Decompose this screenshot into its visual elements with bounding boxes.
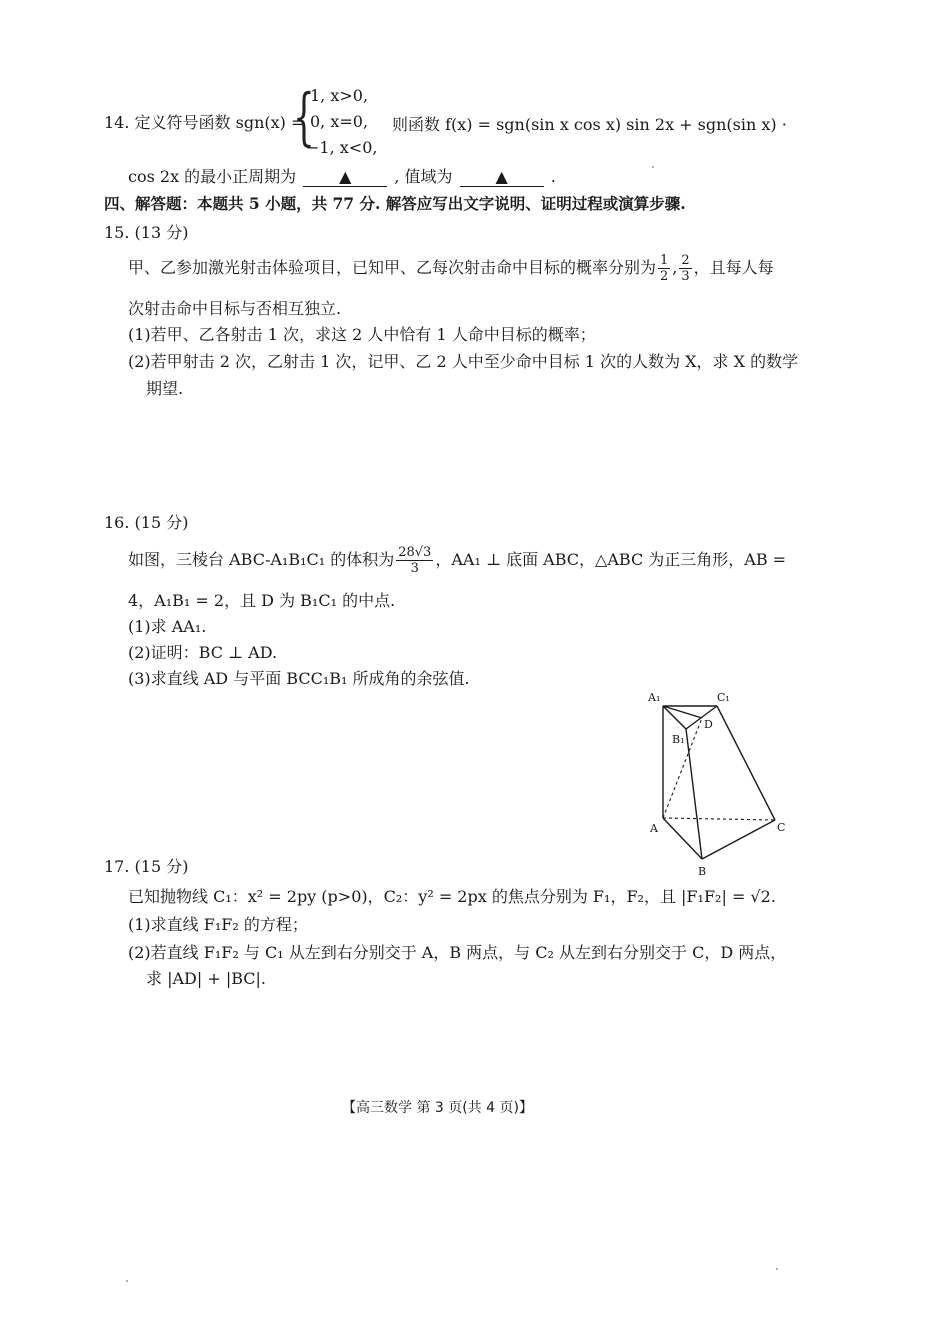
label-a: A: [650, 822, 658, 835]
edge-a-b: [663, 818, 702, 859]
q15-comma: ,: [672, 258, 678, 277]
fraction-numerator: 1: [660, 253, 669, 268]
q14-case3: −1, x<0,: [306, 138, 378, 157]
q16-header: 16. (15 分): [104, 513, 189, 532]
q16-part1: (1)求 AA₁.: [128, 617, 207, 636]
label-d: D: [704, 718, 713, 731]
fraction-numerator: 28√3: [398, 545, 432, 560]
q15-text-a: 甲、乙参加激光射击体验项目，已知甲、乙每次射击命中目标的概率分别为: [128, 258, 657, 277]
scan-speck: [652, 166, 654, 168]
q17-part1: (1)求直线 F₁F₂ 的方程；: [128, 915, 308, 934]
q15-fraction-two-thirds: [679, 253, 691, 284]
q14-case2: 0, x=0,: [310, 112, 369, 131]
edge-b-c: [702, 820, 775, 859]
fraction-numerator: 2: [681, 253, 690, 268]
blank-triangle-icon: ▲: [339, 167, 352, 186]
q15-header: 15. (13 分): [104, 223, 189, 242]
q15-fraction-half: [658, 253, 670, 284]
label-c: C: [777, 821, 786, 834]
label-c1: C₁: [717, 691, 730, 704]
q14-end: .: [550, 167, 556, 186]
fraction-denominator: 2: [660, 269, 669, 284]
q16-text-b: ，AA₁ ⊥ 底面 ABC，△ABC 为正三角形，AB =: [435, 550, 787, 569]
label-b1: B₁: [672, 733, 685, 746]
edge-c-c1: [717, 706, 775, 820]
scan-speck: [776, 1268, 778, 1270]
frustum-figure: [640, 686, 790, 878]
q15-line2: 次射击命中目标与否相互独立.: [128, 299, 342, 318]
q15-part1: (1)若甲、乙各射击 1 次，求这 2 人中恰有 1 人命中目标的概率；: [128, 325, 596, 344]
edge-a-c-hidden: [663, 818, 775, 820]
q17-part2: (2)若直线 F₁F₂ 与 C₁ 从左到右分别交于 A，B 两点，与 C₂ 从左到右分别交于 C，D 两点，: [128, 943, 787, 962]
q14-case-brace: {: [293, 80, 315, 153]
q16-volume-fraction: [396, 545, 433, 576]
scan-speck: [126, 1280, 128, 1282]
q17-part2-cont: 求 |AD| + |BC|.: [146, 969, 266, 988]
fraction-denominator: 3: [410, 561, 419, 576]
q17-line1: 已知抛物线 C₁：x² = 2py (p>0)，C₂：y² = 2px 的焦点分别为 F₁，F₂，且 |F₁F₂| = √2.: [128, 887, 776, 906]
q14-case1: 1, x>0,: [310, 86, 369, 105]
q14-period-blank: [303, 167, 387, 187]
q15-line1: [128, 253, 774, 284]
q14-function-text: 则函数 f(x) = sgn(sin x cos x) sin 2x + sgn(sin x) ·: [392, 115, 787, 134]
q14-range-label: , 值域为: [394, 167, 453, 186]
blank-triangle-icon: ▲: [495, 167, 508, 186]
fraction-denominator: 3: [681, 269, 690, 284]
edge-b-b1: [686, 729, 702, 859]
label-b: B: [698, 865, 707, 878]
q14-period-label: cos 2x 的最小正周期为: [128, 167, 297, 186]
q16-text-a: 如图，三棱台 ABC-A₁B₁C₁ 的体积为: [128, 550, 395, 569]
q15-part2-cont: 期望.: [146, 379, 184, 398]
q14-range-blank: [460, 167, 544, 187]
label-a1: A₁: [648, 691, 661, 704]
q14-line2: [128, 164, 556, 187]
q14-prefix: 14. 定义符号函数 sgn(x) =: [104, 113, 305, 132]
q17-header: 17. (15 分): [104, 857, 189, 876]
q15-part2: (2)若甲射击 2 次，乙射击 1 次，记甲、乙 2 人中至少命中目标 1 次的人数为 X，求 X 的数学: [128, 352, 799, 371]
section-heading: 四、解答题：本题共 5 小题，共 77 分. 解答应写出文字说明、证明过程或演算步骤.: [104, 194, 686, 213]
q16-line1: [128, 545, 786, 576]
q16-part2: (2)证明：BC ⊥ AD.: [128, 643, 278, 662]
page-footer: 【高三数学 第 3 页(共 4 页)】: [342, 1100, 533, 1116]
q15-text-b: ，且每人每: [693, 258, 774, 277]
q16-part3: (3)求直线 AD 与平面 BCC₁B₁ 所成角的余弦值.: [128, 669, 470, 688]
q16-line2: 4，A₁B₁ = 2，且 D 为 B₁C₁ 的中点.: [128, 591, 396, 610]
